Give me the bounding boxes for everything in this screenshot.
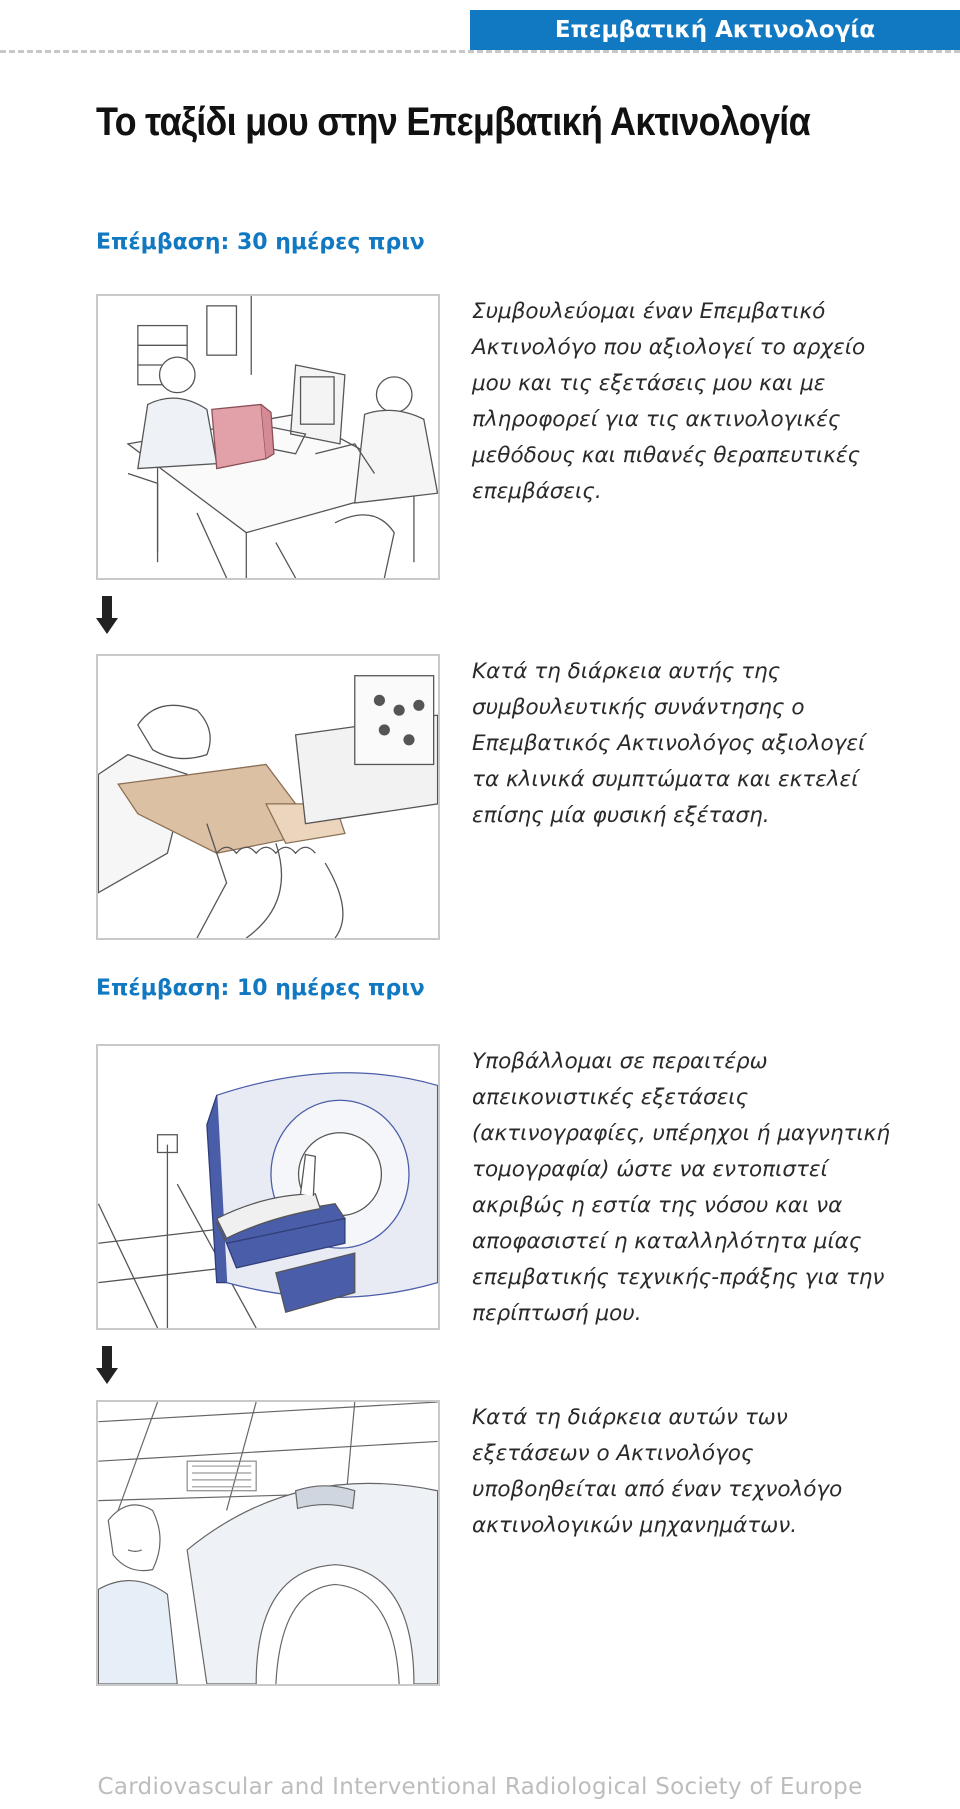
section-heading-10-days: Επέμβαση: 10 ημέρες πριν xyxy=(96,976,425,1001)
radiographer-illustration xyxy=(96,1400,440,1686)
step-description: Συμβουλεύομαι έναν Επεμβατικό Ακτινολόγο που αξιολογεί το αρχείο μου και τις εξετάσεις μου και με πληροφορεί για τις ακτινολογικές μεθόδους και πιθανές θεραπευτικές επεμβάσεις. xyxy=(472,299,866,504)
page-title: Το ταξίδι μου στην Επεμβατική Ακτινολογία xyxy=(96,100,811,144)
footer-organization: Cardiovascular and Interventional Radiological Society of Europe xyxy=(97,1774,863,1800)
section-heading-30-days: Επέμβαση: 30 ημέρες πριν xyxy=(96,230,425,255)
section-tab: Επεμβατική Ακτινολογία xyxy=(470,10,960,50)
step-description: Υποβάλλομαι σε περαιτέρω απεικονιστικές εξετάσεις (ακτινογραφίες, υπέρηχοι ή μαγνητική τομογραφία) ώστε να εντοπιστεί ακριβώς η εστία της νόσου και να αποφασιστεί η καταλληλότητα μίας επεμβατικής τεχνικής-πράξης για την περίπτωσή μου. xyxy=(472,1049,890,1326)
header-divider xyxy=(0,50,960,53)
consultation-illustration xyxy=(96,294,440,580)
arrow-down-icon xyxy=(96,596,118,636)
ct-scan-illustration xyxy=(96,1044,440,1330)
physical-exam-illustration xyxy=(96,654,440,940)
step-description: Κατά τη διάρκεια αυτών των εξετάσεων ο Ακτινολόγος υποβοηθείται από έναν τεχνολόγο ακτινολογικών μηχανημάτων. xyxy=(472,1405,843,1538)
step-description: Κατά τη διάρκεια αυτής της συμβουλευτικής συνάντησης ο Επεμβατικός Ακτινολόγος αξιολογεί τα κλινικά συμπτώματα και εκτελεί επίσης μία φυσική εξέταση. xyxy=(472,659,866,828)
arrow-down-icon xyxy=(96,1346,118,1386)
